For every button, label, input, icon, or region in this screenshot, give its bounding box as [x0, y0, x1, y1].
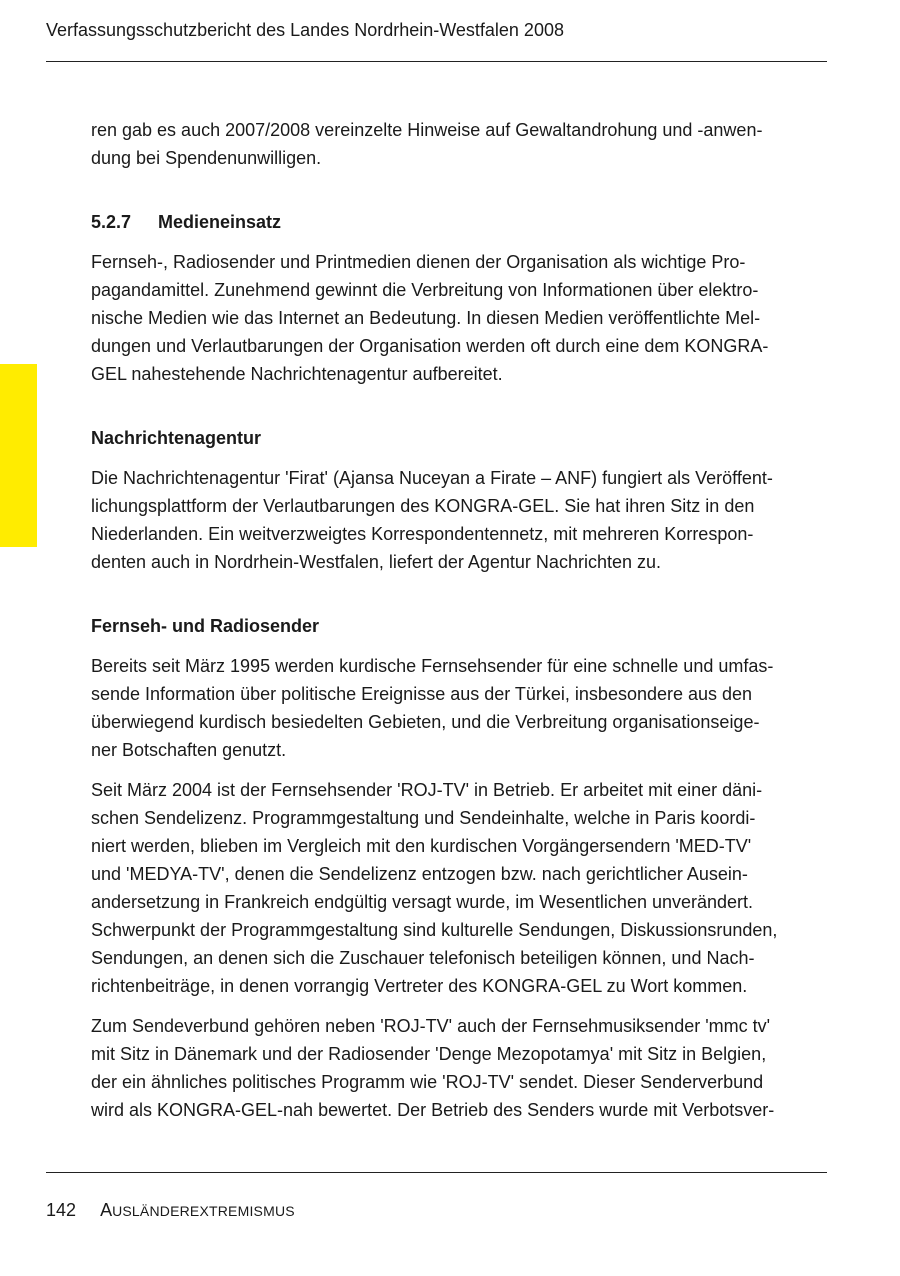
subheading-agency: Nachrichtenagentur — [91, 428, 262, 448]
intro-paragraph — [91, 116, 833, 172]
header-rule — [46, 61, 827, 62]
broadcast-paragraph-2 — [91, 776, 833, 1000]
text-line: der ein ähnliches politisches Programm wie 'ROJ-TV' sendet. Dieser Senderverbund — [91, 1072, 764, 1092]
section-number: 5.2.7 — [91, 212, 132, 232]
text-line: GEL nahestehende Nachrichtenagentur aufbereitet. — [91, 364, 503, 384]
text-line: mit Sitz in Dänemark und der Radiosender 'Denge Mezopotamya' mit Sitz in Belgien, — [91, 1044, 767, 1064]
footer-rule — [46, 1172, 827, 1173]
text-line: pagandamittel. Zunehmend gewinnt die Verbreitung von Informationen über elektro- — [91, 280, 759, 300]
text-line: Zum Sendeverbund gehören neben 'ROJ-TV' auch der Fernsehmusiksender 'mmc tv' — [91, 1016, 771, 1036]
text-line: und 'MEDYA-TV', denen die Sendelizenz entzogen bzw. nach gerichtlicher Ausein- — [91, 864, 748, 884]
text-line: schen Sendelizenz. Programmgestaltung und Sendeinhalte, welche in Paris koordi- — [91, 808, 756, 828]
page-body — [91, 116, 833, 1124]
text-line: Seit März 2004 ist der Fernsehsender 'ROJ-TV' in Betrieb. Er arbeitet mit einer däni- — [91, 780, 763, 800]
text-line: Bereits seit März 1995 werden kurdische Fernsehsender für eine schnelle und umfas- — [91, 656, 774, 676]
footer-section-initial: A — [100, 1200, 113, 1220]
agency-paragraph — [91, 464, 833, 576]
broadcast-paragraph-3 — [91, 1012, 833, 1124]
footer-section-name — [100, 1200, 295, 1220]
text-line: dung bei Spendenunwilligen. — [91, 148, 322, 168]
chapter-thumb-tab — [0, 364, 37, 547]
text-line: sende Information über politische Ereignisse aus der Türkei, insbesondere aus den — [91, 684, 753, 704]
section-heading — [91, 208, 833, 236]
text-line: dungen und Verlautbarungen der Organisation werden oft durch eine dem KONGRA- — [91, 336, 769, 356]
text-line: Schwerpunkt der Programmgestaltung sind kulturelle Sendungen, Diskussionsrunden, — [91, 920, 778, 940]
media-paragraph — [91, 248, 833, 388]
text-line: Sendungen, an denen sich die Zuschauer telefonisch beteiligen können, und Nach- — [91, 948, 755, 968]
text-line: nische Medien wie das Internet an Bedeutung. In diesen Medien veröffentlichte Mel- — [91, 308, 761, 328]
page-footer — [46, 1198, 295, 1223]
footer-section-rest: USLÄNDEREXTREMISMUS — [112, 1203, 295, 1219]
text-line: ner Botschaften genutzt. — [91, 740, 287, 760]
text-line: lichungsplattform der Verlautbarungen des KONGRA-GEL. Sie hat ihren Sitz in den — [91, 496, 755, 516]
text-line: richtenbeiträge, in denen vorrangig Vertreter des KONGRA-GEL zu Wort kommen. — [91, 976, 748, 996]
text-line: denten auch in Nordrhein-Westfalen, liefert der Agentur Nachrichten zu. — [91, 552, 661, 572]
section-title: Medieneinsatz — [158, 212, 282, 232]
page-number: 142 — [46, 1200, 77, 1220]
text-line: überwiegend kurdisch besiedelten Gebieten, und die Verbreitung organisationseige- — [91, 712, 760, 732]
text-line: Niederlanden. Ein weitverzweigtes Korrespondentennetz, mit mehreren Korrespon- — [91, 524, 754, 544]
running-header: Verfassungsschutzbericht des Landes Nordrhein-Westfalen 2008 — [46, 20, 564, 40]
text-line: Fernseh-, Radiosender und Printmedien dienen der Organisation als wichtige Pro- — [91, 252, 746, 272]
broadcast-paragraph-1 — [91, 652, 833, 764]
subheading-broadcast: Fernseh- und Radiosender — [91, 616, 320, 636]
text-line: Die Nachrichtenagentur 'Firat' (Ajansa Nuceyan a Firate – ANF) fungiert als Veröffent- — [91, 468, 773, 488]
text-line: ren gab es auch 2007/2008 vereinzelte Hinweise auf Gewaltandrohung und -anwen- — [91, 120, 763, 140]
text-line: niert werden, blieben im Vergleich mit den kurdischen Vorgängersendern 'MED-TV' — [91, 836, 752, 856]
text-line: wird als KONGRA-GEL-nah bewertet. Der Betrieb des Senders wurde mit Verbotsver- — [91, 1100, 775, 1120]
text-line: andersetzung in Frankreich endgültig versagt wurde, im Wesentlichen unverändert. — [91, 892, 754, 912]
